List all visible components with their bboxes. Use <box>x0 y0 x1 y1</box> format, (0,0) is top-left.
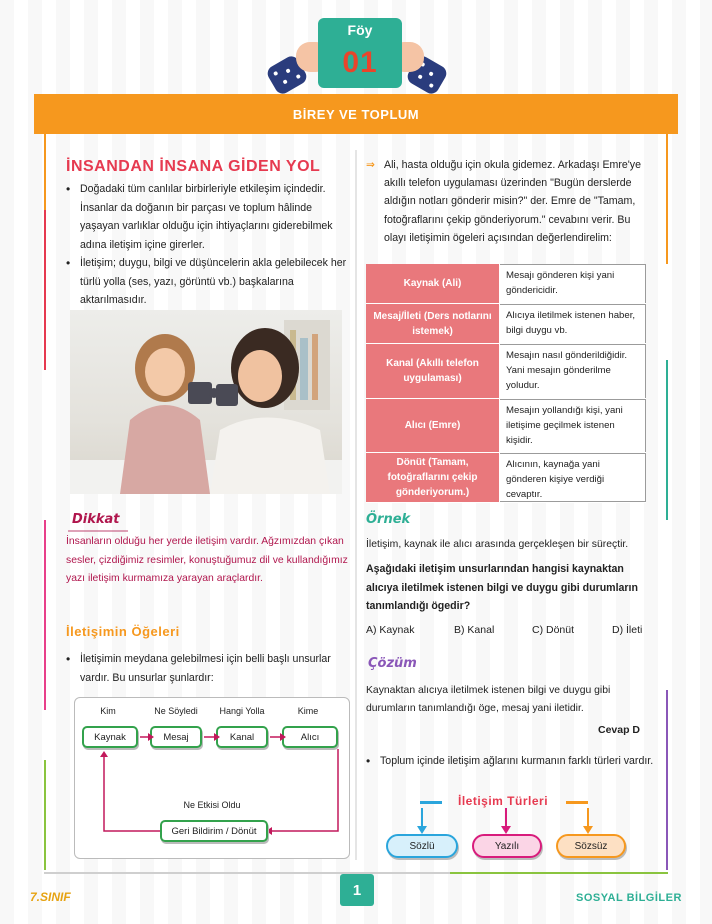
table-cell-desc: Mesajın nasıl gönderildiğidir. Yani mesajın gönderilme yoludur. <box>500 344 646 398</box>
subject-label: SOSYAL BİLGİLER <box>576 892 682 904</box>
table-row <box>366 399 646 453</box>
dikkat-tag: Dikkat <box>72 512 120 527</box>
table-cell-element: Kaynak (Ali) <box>366 264 500 303</box>
type-yazili: Yazılı <box>472 834 542 858</box>
diagram-box-kaynak: Kaynak <box>82 726 138 748</box>
frame-left-green <box>44 760 46 870</box>
foy-number: 01 <box>342 46 378 79</box>
diagram-label-kim: Kim <box>100 706 116 716</box>
dikkat-text: İnsanların olduğu her yerde iletişim vardır. Ağzımızdan çıkan sesler, çizdiğimiz resimler, konuştuğumuz dil ve kullandığımız yazı iletişim kurmamıza yarayan araçlardır. <box>66 536 348 584</box>
turler-title: İletişim Türleri <box>458 794 549 808</box>
answer-text: Cevap D <box>598 724 641 736</box>
table-cell-desc: Alıcıya iletilmek istenen haber, bilgi duygu vb. <box>500 304 646 343</box>
diagram-label-ne-soyledi: Ne Söyledi <box>154 706 198 716</box>
section-title: İNSANDAN İNSANA GİDEN YOL <box>66 158 321 175</box>
table-cell-element: Alıcı (Emre) <box>366 399 500 452</box>
ornek-tag: Örnek <box>366 512 411 527</box>
frame-right-teal <box>666 360 668 520</box>
table-row <box>366 264 646 304</box>
table-cell-desc: Mesajı gönderen kişi yani göndericidir. <box>500 264 646 303</box>
bullet-item: • İletişim; duygu, bilgi ve düşüncelerin akla gelebilecek her türlü yolla (ses, yazı, görüntü vb.) başkalarına aktarılmasıdır. <box>66 254 350 310</box>
intro-text: Ali, hasta olduğu için okula gidemez. Arkadaşı Emre'ye akıllı telefon uygulaması üzerinden "Bugün derslerde aldığın notları gönderir misin?" der. Emre de "Tamam, fotoğraflarını çekip gönderiyorum." cevabını verir. Bu olayı iletişimin ögeleri açısından değerlendirelim: <box>384 159 641 244</box>
turler-arrows <box>400 806 620 836</box>
option-c: C) Dönüt <box>532 624 575 636</box>
frame-left-pink <box>44 520 46 710</box>
option-d: D) İleti <box>612 624 643 636</box>
table-row <box>366 344 646 399</box>
ogeler-bullets <box>66 650 350 687</box>
diagram-label-hangi-yolla: Hangi Yolla <box>219 706 265 716</box>
table-cell-desc: Alıcının, kaynağa yani gönderen kişiye verdiği cevaptır. <box>500 453 646 502</box>
column-divider <box>355 150 357 860</box>
diagram-feedback-label: Ne Etkisi Oldu <box>183 800 241 810</box>
grade-label: 7.SINIF <box>30 890 71 904</box>
table-cell-element: Kanal (Akıllı telefon uygulaması) <box>366 344 500 398</box>
ornek-text: İletişim, kaynak ile alıcı arasında gerçekleşen bir süreçtir. <box>366 539 629 550</box>
dikkat-underline <box>68 530 128 532</box>
title-banner <box>34 94 678 134</box>
option-a: A) Kaynak <box>366 624 415 636</box>
table-row <box>366 304 646 344</box>
frame-left-red <box>44 210 46 370</box>
frame-right-orange <box>666 134 668 264</box>
foy-label: Föy <box>347 22 373 38</box>
turler-line-left <box>420 801 442 804</box>
cozum-text: Kaynaktan alıcıya iletilmek istenen bilgi ve duygu gibi durumların tanımlandığı öge, mesaj yani iletidir. <box>366 685 611 714</box>
table-cell-element: Dönüt (Tamam, fotoğraflarını çekip gönderiyorum.) <box>366 453 500 502</box>
bullet-item: • Doğadaki tüm canlılar birbirleriyle etkileşim içindedir. İnsanlar da doğanın bir parçası ve toplum hâlinde yaşayan varlıklar olduğu için ihtiyaçlarını giderebilmek adına iletişim içine girerler. <box>66 180 350 254</box>
type-sozsuz: Sözsüz <box>556 834 626 858</box>
frame-right-purple <box>666 690 668 870</box>
diagram-box-mesaj: Mesaj <box>150 726 202 748</box>
diagram-box-kanal: Kanal <box>216 726 268 748</box>
diagram-label-kime: Kime <box>297 706 319 716</box>
question-text: Aşağıdaki iletişim unsurlarından hangisi kaynaktan alıcıya iletilmek istenen bilgi ve duygu gibi durumların tanımlandığı ögedir? <box>366 563 638 612</box>
diagram-box-alici: Alıcı <box>282 726 338 748</box>
page-number: 1 <box>340 874 374 906</box>
turler-line-right <box>566 801 588 804</box>
table-row <box>366 453 646 503</box>
frame-bottom-accent <box>450 872 668 874</box>
type-sozlu: Sözlü <box>386 834 458 858</box>
banner-title: BİREY VE TOPLUM <box>292 106 420 122</box>
toplum-bullets <box>366 752 656 771</box>
intro-bullets <box>66 180 350 310</box>
table-cell-desc: Mesajın yollandığı kişi, yani iletişime geçilmek istenen kişidir. <box>500 399 646 452</box>
bullet-item: • İletişimin meydana gelebilmesi için belli başlı unsurlar vardır. Bu unsurlar şunlardır: <box>66 650 350 687</box>
photo-mother-daughter-puzzle <box>70 310 342 494</box>
bullet-item: • Toplum içinde iletişim ağlarını kurmanın farklı türleri vardır. <box>366 752 656 771</box>
intro-arrow: ⇒ <box>366 159 375 171</box>
option-b: B) Kanal <box>454 624 495 636</box>
table-cell-element: Mesaj/İleti (Ders notlarını istemek) <box>366 304 500 343</box>
elements-table <box>366 264 646 503</box>
ogeler-title: İletişimin Öğeleri <box>66 624 180 639</box>
cozum-tag: Çözüm <box>368 656 417 671</box>
diagram-box-feedback: Geri Bildirim / Dönüt <box>160 820 268 842</box>
